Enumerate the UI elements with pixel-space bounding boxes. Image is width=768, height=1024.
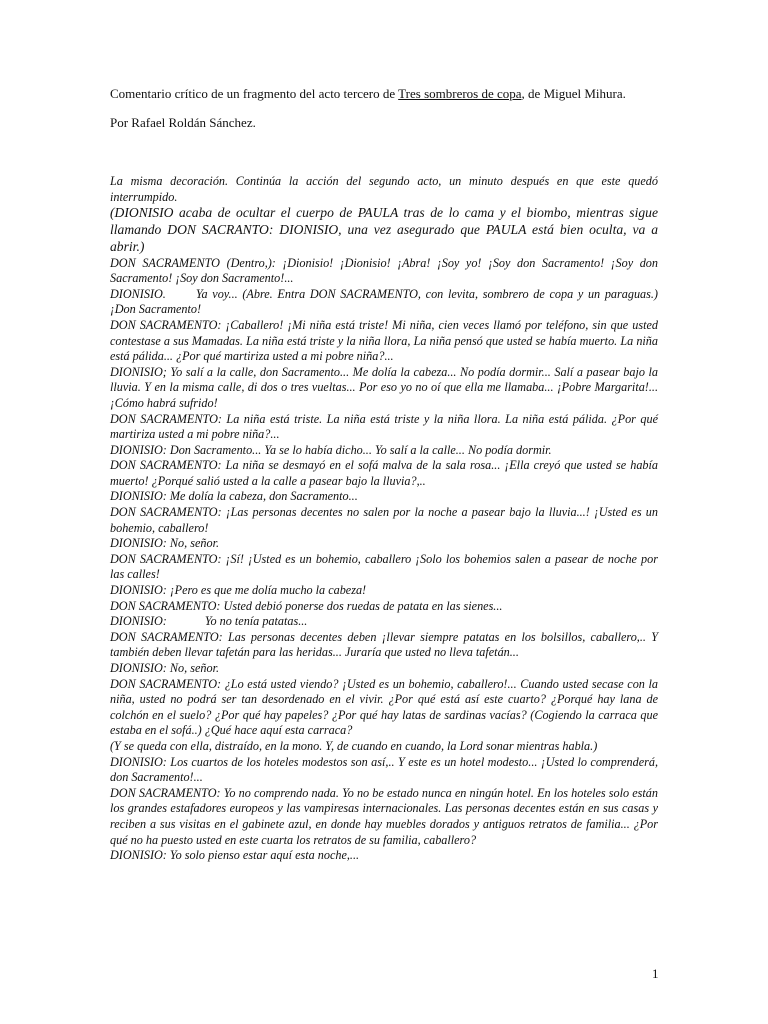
dialogue-line: DIONISIO: No, señor.: [110, 661, 220, 676]
dialogue-line: DON SACRAMENTO: Las personas decentes deben ¡llevar siempre patatas en los bolsillos, caballero,.. Y también deben llevar tafetán para las heridas... Juraría que usted no lleva tafetán...: [110, 629, 658, 660]
page-number: 1: [652, 966, 659, 981]
dialogue-line: DIONISIO: Los cuartos de los hoteles modestos son así,.. Y este es un hotel modesto... ¡Usted lo comprenderá, don Sacramento!...: [110, 754, 658, 785]
document-page: [110, 86, 658, 864]
title-suffix: , de Miguel Mihura.: [521, 86, 626, 101]
stage-direction: (DIONISIO acaba de ocultar el cuerpo de PAULA tras de lo cama y el biombo, mientras sigue llamando DON SACRANTO: DIONISIO, una vez asegurado que PAULA está bien oculta, va a abrir.): [110, 205, 658, 254]
dialogue-text: Ya voy... (Abre. Entra DON SACRAMENTO, con levita, sombrero de copa y un paraguas.) ¡Don Sacramento!: [110, 286, 658, 317]
play-fragment: [110, 174, 658, 864]
dialogue-line: DON SACRAMENTO: La niña se desmayó en el sofá malva de la sala rosa... ¡Ella creyó que usted se había muerto! ¿Porqué salió usted a la calle a pasear bajo la lluvia?,..: [110, 458, 658, 488]
title-prefix: Comentario crítico de un fragmento del acto tercero de: [110, 86, 399, 101]
dialogue-line: DIONISIO: No, señor.: [110, 536, 220, 551]
speaker-name: DIONISIO.: [110, 286, 166, 301]
stage-direction: (Y se queda con ella, distraído, en la mono. Y, de cuando en cuando, la Lord sonar mientras habla.): [110, 738, 598, 753]
stage-direction: La misma decoración. Continúa la acción del segundo acto, un minuto después en que este quedó interrumpido.: [110, 174, 658, 204]
dialogue-line: DON SACRAMENTO: ¡Las personas decentes no salen por la noche a pasear bajo la lluvia...! ¡Usted es un bohemio, caballero!: [110, 505, 658, 535]
dialogue-line: DON SACRAMENTO: ¡Sí! ¡Usted es un bohemio, caballero ¡Solo los bohemios salen a pasear de noche por las calles!: [110, 551, 658, 582]
dialogue-text: Yo no tenía patatas...: [204, 614, 308, 629]
play-title: Tres sombreros de copa: [398, 86, 522, 101]
dialogue-line: DON SACRAMENTO (Dentro,): ¡Dionisio! ¡Dionisio! ¡Abra! ¡Soy yo! ¡Soy don Sacramento! ¡Soy don Sacramento! ¡Soy don Sacramento!...: [110, 255, 658, 286]
dialogue-line: DIONISIO: Yo solo pienso estar aquí esta noche,...: [110, 848, 360, 863]
dialogue-line: DIONISIO: Me dolía la cabeza, don Sacramento...: [110, 489, 358, 504]
dialogue-line: DON SACRAMENTO: ¡Caballero! ¡Mi niña está triste! Mi niña, cien veces llamó por teléfono, sin que usted contestase a sus Mamadas. La niña está triste y la niña llora, La niña pensó que usted se había muerto. La niña está pálida... ¿Por qué martiriza usted a mi pobre niña?...: [110, 317, 658, 364]
dialogue-line: DIONISIO: Don Sacramento... Ya se lo había dicho... Yo salí a la calle... No podía dormir.: [110, 442, 552, 457]
author-line: Por Rafael Roldán Sánchez.: [110, 115, 256, 130]
dialogue-line: [110, 614, 658, 630]
dialogue-line: [110, 287, 658, 318]
document-title: [110, 86, 658, 101]
dialogue-line: DIONISIO; Yo salí a la calle, don Sacramento... Me dolía la cabeza... No podía dormir... Salí a pasear bajo la lluvia. Y en la misma calle, di dos o tres vueltas... Por eso yo no oí que ella me llamaba... ¡Pobre Margarita!... ¡Cómo habrá sufrido!: [110, 364, 658, 410]
dialogue-line: DON SACRAMENTO: Usted debió ponerse dos ruedas de patata en las sienes...: [110, 598, 503, 613]
dialogue-line: DON SACRAMENTO: ¿Lo está usted viendo? ¡Usted es un bohemio, caballero!... Cuando usted secase con la niña, usted no podrá ser tan desordenado en el vivir. ¿Por qué está así este cuarto? ¿Porqué hay lana de colchón en el suelo? ¿Por qué hay papeles? ¿Por qué hay latas de sardinas vacías? (Cogiendo la carraca que estaba en el sofá..) ¿Qué hace aquí esta carraca?: [110, 676, 658, 738]
speaker-name: DIONISIO:: [110, 614, 167, 629]
dialogue-line: DON SACRAMENTO: La niña está triste. La niña está triste y la niña llora. La niña está pálida. ¿Por qué martiriza usted a mi pobre niña?...: [110, 411, 658, 442]
dialogue-line: DON SACRAMENTO: Yo no comprendo nada. Yo no be estado nunca en ningún hotel. En los hoteles solo están los grandes estafadores europeos y las vampiresas internacionales. Las personas decentes están en sus casas y reciben a sus visitas en el gabinete azul, en donde hay muebles dorados y antiguos retratos de familia... ¿Por qué no ha puesto usted en este cuarta los retratos de su familia, caballero?: [110, 785, 658, 847]
dialogue-line: DIONISIO: ¡Pero es que me dolía mucho la cabeza!: [110, 583, 367, 598]
